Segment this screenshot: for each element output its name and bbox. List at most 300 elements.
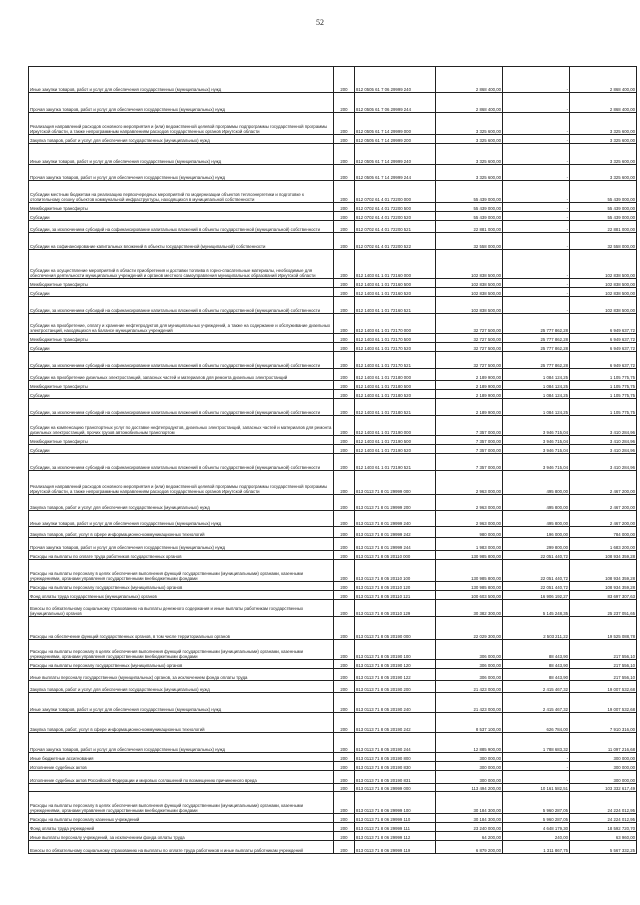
unexecuted-amount-cell: 3 410 284,96 — [570, 436, 637, 445]
table-row — [29, 297, 637, 314]
table-row — [29, 352, 637, 369]
approved-amount-cell: 22 029 300,00 — [436, 617, 503, 640]
expense-name-cell: Межбюджетные трансферты — [29, 334, 334, 343]
line-code-cell: 200 — [334, 753, 355, 762]
budget-classification-code-cell: 813 0113 71 8 06 29999 110 — [355, 814, 436, 823]
table-row — [29, 314, 637, 334]
line-code-cell: 200 — [334, 250, 355, 279]
executed-amount-cell: 25 777 862,28 — [503, 343, 570, 352]
executed-amount-cell: - — [503, 113, 570, 135]
table-row — [29, 203, 637, 212]
unexecuted-amount-cell: 63 960,00 — [570, 832, 637, 841]
executed-amount-cell: - — [503, 753, 570, 762]
expense-name-cell: Расходы на выплаты персоналу в целях обеспечения выполнения функций государственными (муниципальными) органами, казенными учреждениями, органами управления государственными внебюджетными фондами — [29, 640, 334, 660]
approved-amount-cell: 32 727 500,00 — [436, 352, 503, 369]
budget-classification-code-cell: 813 0113 71 8 01 29999 000 — [355, 471, 436, 495]
unexecuted-amount-cell: 6 949 637,72 — [570, 343, 637, 352]
approved-amount-cell: 2 963 000,00 — [436, 511, 503, 527]
expense-name-cell — [29, 784, 334, 792]
executed-amount-cell: 3 946 715,04 — [503, 445, 570, 454]
unexecuted-amount-cell: 102 838 500,00 — [570, 288, 637, 297]
line-code-cell: 200 — [334, 841, 355, 854]
table-row — [29, 399, 637, 416]
unexecuted-amount-cell: 55 439 000,00 — [570, 212, 637, 221]
budget-classification-code-cell: 813 0113 71 8 01 29999 242 — [355, 527, 436, 538]
line-code-cell: 200 — [334, 93, 355, 113]
table-row — [29, 445, 637, 454]
budget-classification-code-cell: 812 1403 61 1 01 72170 520 — [355, 343, 436, 352]
approved-amount-cell: 21 423 000,00 — [436, 681, 503, 693]
unexecuted-amount-cell: 3 410 284,96 — [570, 454, 637, 471]
budget-classification-code-cell: 813 0113 71 8 06 29999 119 — [355, 841, 436, 854]
line-code-cell: 200 — [334, 113, 355, 135]
line-code-cell: 200 — [334, 352, 355, 369]
unexecuted-amount-cell: 1 105 775,75 — [570, 369, 637, 381]
table-row — [29, 113, 637, 135]
line-code-cell: 200 — [334, 181, 355, 203]
budget-classification-code-cell: 812 1403 61 1 01 72180 520 — [355, 390, 436, 399]
approved-amount-cell: 306 000,00 — [436, 640, 503, 660]
executed-amount-cell: - — [503, 212, 570, 221]
budget-classification-code-cell: 813 0113 71 8 05 20190 800 — [355, 753, 436, 762]
table-row — [29, 538, 637, 551]
budget-classification-code-cell: 812 1403 61 1 01 72170 521 — [355, 352, 436, 369]
budget-classification-code-cell: 812 1403 61 1 01 72190 000 — [355, 416, 436, 436]
table-row — [29, 660, 637, 669]
expense-name-cell: Субсидии на осуществление мероприятий в области приобретения и доставки топлива в горно-спасательные материалы, необходимые для обеспечения деятельности муниципальных учреждений и органов местного самоуправления муниципальных образований Иркутской области — [29, 250, 334, 279]
approved-amount-cell: 64 200,00 — [436, 832, 503, 841]
expense-name-cell: Субсидии — [29, 212, 334, 221]
approved-amount-cell: 102 838 500,00 — [436, 279, 503, 288]
unexecuted-amount-cell: 1 105 775,75 — [570, 390, 637, 399]
approved-amount-cell: 2 963 000,00 — [436, 495, 503, 511]
approved-amount-cell: 6 879 200,00 — [436, 841, 503, 854]
table-row — [29, 582, 637, 591]
unexecuted-amount-cell: 25 237 051,65 — [570, 600, 637, 617]
approved-amount-cell: 3 325 600,00 — [436, 135, 503, 144]
unexecuted-amount-cell: 3 325 600,00 — [570, 113, 637, 135]
executed-amount-cell: - — [503, 221, 570, 233]
executed-amount-cell: 3 946 715,04 — [503, 436, 570, 445]
approved-amount-cell: 300 000,00 — [436, 771, 503, 784]
expense-name-cell: Субсидии — [29, 288, 334, 297]
budget-classification-code-cell: 812 1403 61 1 01 72190 521 — [355, 454, 436, 471]
line-code-cell: 200 — [334, 314, 355, 334]
expense-name-cell: Взносы по обязательному социальному страхованию на выплаты денежного содержания и иные выплаты работникам государственных (муниципальных) органов — [29, 600, 334, 617]
budget-classification-code-cell: 812 1403 61 1 01 72170 000 — [355, 314, 436, 334]
table-row — [29, 669, 637, 681]
executed-amount-cell: 5 145 248,35 — [503, 600, 570, 617]
table-row — [29, 762, 637, 771]
table-row — [29, 165, 637, 181]
line-code-cell: 200 — [334, 495, 355, 511]
unexecuted-amount-cell: 217 556,10 — [570, 660, 637, 669]
table-row — [29, 551, 637, 560]
table-row — [29, 212, 637, 221]
expense-name-cell: Фонд оплаты труда учреждений — [29, 823, 334, 832]
expense-name-cell: Субсидии на софинансирование капитальных вложений в объекты государственной (муниципальной) собственности — [29, 233, 334, 250]
unexecuted-amount-cell: 3 325 600,00 — [570, 165, 637, 181]
expense-name-cell: Межбюджетные трансферты — [29, 436, 334, 445]
table-row — [29, 334, 637, 343]
unexecuted-amount-cell: 103 332 617,49 — [570, 784, 637, 792]
table-row — [29, 693, 637, 713]
expense-name-cell: Реализация направлений расходов основного мероприятия и (или) ведомственной целевой программы подпрограммы государственной программы Иркутской области, а также непрограммным направлениям расходов государственных органов Иркутской области — [29, 471, 334, 495]
line-code-cell: 200 — [334, 471, 355, 495]
unexecuted-amount-cell: 55 439 000,00 — [570, 181, 637, 203]
approved-amount-cell: 32 727 500,00 — [436, 334, 503, 343]
page-number: 52 — [316, 18, 324, 27]
approved-amount-cell: 300 000,00 — [436, 762, 503, 771]
executed-amount-cell: 3 946 715,04 — [503, 454, 570, 471]
line-code-cell: 200 — [334, 416, 355, 436]
unexecuted-amount-cell: 32 558 000,00 — [570, 233, 637, 250]
expense-name-cell: Фонд оплаты труда государственных (муниципальных) органов — [29, 591, 334, 600]
budget-execution-table — [28, 66, 637, 854]
expense-name-cell: Расходы на выплаты по оплате труда работников государственных органов — [29, 551, 334, 560]
approved-amount-cell: 55 439 000,00 — [436, 203, 503, 212]
executed-amount-cell: 25 777 862,28 — [503, 314, 570, 334]
line-code-cell: 200 — [334, 399, 355, 416]
approved-amount-cell: 32 558 000,00 — [436, 233, 503, 250]
approved-amount-cell: 22 881 000,00 — [436, 221, 503, 233]
budget-classification-code-cell: 813 0113 71 8 05 20110 000 — [355, 551, 436, 560]
expense-name-cell: Расходы на выплаты персоналу в целях обеспечения выполнения функций государственными (муниципальными) органами, казенными учреждениями, органами управления государственными внебюджетными фондами — [29, 792, 334, 814]
budget-classification-code-cell: 812 0505 61 7 14 29999 200 — [355, 135, 436, 144]
unexecuted-amount-cell: 300 000,00 — [570, 771, 637, 784]
approved-amount-cell: 1 983 000,00 — [436, 538, 503, 551]
budget-classification-code-cell: 812 0702 61 4 01 72200 520 — [355, 212, 436, 221]
line-code-cell: 200 — [334, 713, 355, 733]
executed-amount-cell: - — [503, 250, 570, 279]
approved-amount-cell: 130 985 800,00 — [436, 560, 503, 582]
line-code-cell: 200 — [334, 212, 355, 221]
executed-amount-cell: 88 443,90 — [503, 640, 570, 660]
executed-amount-cell: 1 084 124,25 — [503, 390, 570, 399]
approved-amount-cell: 306 000,00 — [436, 660, 503, 669]
unexecuted-amount-cell: 83 697 307,63 — [570, 591, 637, 600]
expense-name-cell: Расходы на выплаты персоналу государственных (муниципальных) органов — [29, 660, 334, 669]
line-code-cell: 200 — [334, 144, 355, 165]
executed-amount-cell: - — [503, 135, 570, 144]
budget-classification-code-cell: 812 1403 61 1 01 72180 521 — [355, 399, 436, 416]
unexecuted-amount-cell: 102 838 500,00 — [570, 297, 637, 314]
executed-amount-cell: - — [503, 67, 570, 93]
line-code-cell: 200 — [334, 660, 355, 669]
table-row — [29, 640, 637, 660]
table-row — [29, 454, 637, 471]
expense-name-cell: Исполнение судебных актов — [29, 762, 334, 771]
table-row — [29, 288, 637, 297]
unexecuted-amount-cell: 217 556,10 — [570, 640, 637, 660]
expense-name-cell: Межбюджетные трансферты — [29, 381, 334, 390]
table-row — [29, 67, 637, 93]
executed-amount-cell: - — [503, 144, 570, 165]
budget-classification-code-cell: 813 0113 71 8 05 20110 120 — [355, 582, 436, 591]
line-code-cell: 200 — [334, 560, 355, 582]
budget-classification-code-cell: 812 0505 61 7 14 29999 240 — [355, 144, 436, 165]
executed-amount-cell: - — [503, 181, 570, 203]
unexecuted-amount-cell: 6 949 637,72 — [570, 352, 637, 369]
executed-amount-cell: 22 051 440,72 — [503, 582, 570, 591]
expense-name-cell: Субсидии на приобретение, оплату и хранение нефтепродуктов для муниципальных учреждений, а также на содержание и обслуживание дизельных электростанций, находящихся на балансе муниципальных учреждений — [29, 314, 334, 334]
line-code-cell: 200 — [334, 436, 355, 445]
line-code-cell: 200 — [334, 527, 355, 538]
expense-name-cell: Исполнение судебных актов Российской Федерации и мировых соглашений по возмещению причиненного вреда — [29, 771, 334, 784]
line-code-cell: 200 — [334, 832, 355, 841]
unexecuted-amount-cell: 18 592 720,70 — [570, 823, 637, 832]
executed-amount-cell: 88 443,90 — [503, 660, 570, 669]
line-code-cell: 200 — [334, 582, 355, 591]
budget-classification-code-cell: 813 0113 71 8 05 20190 200 — [355, 681, 436, 693]
executed-amount-cell: - — [503, 233, 570, 250]
budget-classification-code-cell: 813 0113 71 8 05 20110 121 — [355, 591, 436, 600]
table-row — [29, 814, 637, 823]
budget-classification-code-cell: 813 0113 71 8 05 20190 831 — [355, 771, 436, 784]
table-row — [29, 784, 637, 792]
approved-amount-cell: 55 439 000,00 — [436, 181, 503, 203]
budget-classification-code-cell: 812 1403 61 1 01 72180 500 — [355, 381, 436, 390]
table-row — [29, 841, 637, 854]
executed-amount-cell: 2 503 211,22 — [503, 617, 570, 640]
table-row — [29, 753, 637, 762]
executed-amount-cell: - — [503, 93, 570, 113]
budget-classification-code-cell: 813 0113 71 8 06 29999 100 — [355, 792, 436, 814]
approved-amount-cell: 100 603 500,00 — [436, 591, 503, 600]
executed-amount-cell: 1 084 124,25 — [503, 381, 570, 390]
expense-name-cell: Расходы на выплаты персоналу в целях обеспечения выполнения функций государственными (муниципальными) органами, казенными учреждениями, органами управления государственными внебюджетными фондами — [29, 560, 334, 582]
budget-classification-code-cell: 812 1403 61 1 01 72170 500 — [355, 334, 436, 343]
unexecuted-amount-cell: 108 934 359,28 — [570, 582, 637, 591]
unexecuted-amount-cell: 19 007 532,68 — [570, 681, 637, 693]
expense-name-cell: Субсидии, за исключением субсидий на софинансирование капитальных вложений в объекты государственной (муниципальной) собственности — [29, 221, 334, 233]
executed-amount-cell: 196 000,00 — [503, 527, 570, 538]
budget-classification-code-cell: 812 0702 61 4 01 72200 000 — [355, 181, 436, 203]
approved-amount-cell: 2 963 000,00 — [436, 471, 503, 495]
unexecuted-amount-cell: 2 868 400,00 — [570, 93, 637, 113]
line-code-cell: 200 — [334, 814, 355, 823]
budget-classification-code-cell: 813 0113 71 8 05 20190 100 — [355, 640, 436, 660]
line-code-cell: 200 — [334, 669, 355, 681]
executed-amount-cell: 88 443,90 — [503, 669, 570, 681]
executed-amount-cell: 495 800,00 — [503, 495, 570, 511]
executed-amount-cell: - — [503, 203, 570, 212]
unexecuted-amount-cell: 2 467 200,00 — [570, 495, 637, 511]
line-code-cell: 200 — [334, 445, 355, 454]
unexecuted-amount-cell: 784 000,00 — [570, 527, 637, 538]
executed-amount-cell: - — [503, 288, 570, 297]
executed-amount-cell: 299 800,00 — [503, 538, 570, 551]
unexecuted-amount-cell: 108 934 359,28 — [570, 560, 637, 582]
executed-amount-cell: 2 415 467,32 — [503, 681, 570, 693]
table-row — [29, 221, 637, 233]
line-code-cell: 200 — [334, 381, 355, 390]
budget-classification-code-cell: 813 0113 71 8 05 20190 120 — [355, 660, 436, 669]
line-code-cell: 200 — [334, 617, 355, 640]
expense-name-cell: Реализация направлений расходов основного мероприятия и (или) ведомственной целевой программы подпрограммы государственной программы Иркутской области, а также непрограммным направлениям расходов государственных органов Иркутской области — [29, 113, 334, 135]
approved-amount-cell: 30 184 300,00 — [436, 792, 503, 814]
executed-amount-cell: 1 311 867,75 — [503, 841, 570, 854]
table-row — [29, 250, 637, 279]
table-row — [29, 416, 637, 436]
expense-name-cell: Прочая закупка товаров, работ и услуг для обеспечения государственных (муниципальных) нужд — [29, 93, 334, 113]
budget-classification-code-cell: 812 0505 61 7 06 29999 240 — [355, 67, 436, 93]
expense-name-cell: Иные закупки товаров, работ и услуг для обеспечения государственных (муниципальных) нужд — [29, 693, 334, 713]
line-code-cell: 200 — [334, 165, 355, 181]
unexecuted-amount-cell: 24 224 012,95 — [570, 814, 637, 823]
budget-classification-code-cell: 812 1403 61 1 01 72190 520 — [355, 445, 436, 454]
unexecuted-amount-cell: 1 105 775,75 — [570, 399, 637, 416]
table-row — [29, 495, 637, 511]
approved-amount-cell: 2 868 400,00 — [436, 93, 503, 113]
table-row — [29, 823, 637, 832]
approved-amount-cell: 32 727 500,00 — [436, 314, 503, 334]
unexecuted-amount-cell: 3 325 600,00 — [570, 135, 637, 144]
line-code-cell: 200 — [334, 454, 355, 471]
expense-name-cell: Закупка товаров, работ, услуг в сфере информационно-коммуникационных технологий — [29, 527, 334, 538]
table-row — [29, 511, 637, 527]
expense-name-cell: Субсидии — [29, 343, 334, 352]
line-code-cell: 200 — [334, 681, 355, 693]
unexecuted-amount-cell: 22 881 000,00 — [570, 221, 637, 233]
expense-name-cell: Закупка товаров, работ и услуг для обеспечения государственных (муниципальных) нужд — [29, 681, 334, 693]
unexecuted-amount-cell: 102 838 500,00 — [570, 250, 637, 279]
budget-classification-code-cell: 812 1403 61 1 01 72160 000 — [355, 250, 436, 279]
unexecuted-amount-cell: 5 567 332,25 — [570, 841, 637, 854]
unexecuted-amount-cell: 11 097 216,68 — [570, 733, 637, 753]
executed-amount-cell: 25 777 862,28 — [503, 334, 570, 343]
executed-amount-cell: 626 784,00 — [503, 713, 570, 733]
unexecuted-amount-cell: 6 949 637,72 — [570, 314, 637, 334]
approved-amount-cell: 130 985 800,00 — [436, 582, 503, 591]
executed-amount-cell: - — [503, 771, 570, 784]
expense-name-cell: Субсидии на приобретение дизельных электростанций, запасных частей и материалов для ремонта дизельных электростанций — [29, 369, 334, 381]
executed-amount-cell: 240,00 — [503, 832, 570, 841]
unexecuted-amount-cell: 300 000,00 — [570, 762, 637, 771]
expense-name-cell: Взносы по обязательному социальному страхованию на выплаты по оплате труда работников и иные выплаты работникам учреждений — [29, 841, 334, 854]
budget-classification-code-cell: 813 0113 71 8 01 29999 244 — [355, 538, 436, 551]
approved-amount-cell: 3 325 600,00 — [436, 113, 503, 135]
approved-amount-cell: 23 240 000,00 — [436, 823, 503, 832]
executed-amount-cell: 495 800,00 — [503, 471, 570, 495]
unexecuted-amount-cell: 24 224 012,95 — [570, 792, 637, 814]
executed-amount-cell: 16 906 192,27 — [503, 591, 570, 600]
expense-name-cell: Расходы на выплаты персоналу казенных учреждений — [29, 814, 334, 823]
table-row — [29, 144, 637, 165]
approved-amount-cell: 8 537 100,00 — [436, 713, 503, 733]
budget-classification-code-cell: 812 1403 61 1 01 72160 520 — [355, 288, 436, 297]
table-row — [29, 681, 637, 693]
unexecuted-amount-cell: 217 556,10 — [570, 669, 637, 681]
line-code-cell: 200 — [334, 203, 355, 212]
table-row — [29, 832, 637, 841]
unexecuted-amount-cell: 108 934 359,28 — [570, 551, 637, 560]
budget-classification-code-cell: 813 0113 71 8 05 20190 000 — [355, 617, 436, 640]
expense-name-cell: Иные закупки товаров, работ и услуг для обеспечения государственных (муниципальных) нужд — [29, 144, 334, 165]
table-row — [29, 471, 637, 495]
expense-name-cell: Закупка товаров, работ и услуг для обеспечения государственных (муниципальных) нужд — [29, 495, 334, 511]
line-code-cell: 200 — [334, 792, 355, 814]
executed-amount-cell: 2 415 467,32 — [503, 693, 570, 713]
expense-name-cell: Субсидии, за исключением субсидий на софинансирование капитальных вложений в объекты государственной (муниципальной) собственности — [29, 399, 334, 416]
line-code-cell: 200 — [334, 784, 355, 792]
expense-name-cell: Субсидии — [29, 445, 334, 454]
expense-name-cell: Субсидии — [29, 390, 334, 399]
budget-classification-code-cell: 813 0113 71 8 05 20190 242 — [355, 713, 436, 733]
approved-amount-cell: 7 357 000,00 — [436, 436, 503, 445]
budget-classification-code-cell: 812 0505 61 7 14 29999 244 — [355, 165, 436, 181]
line-code-cell: 200 — [334, 771, 355, 784]
budget-classification-code-cell: 812 1403 61 1 01 72160 500 — [355, 279, 436, 288]
expense-name-cell: Иные выплаты персоналу учреждений, за исключением фонда оплаты труда — [29, 832, 334, 841]
table-row — [29, 436, 637, 445]
budget-classification-code-cell: 813 0113 71 8 01 29999 240 — [355, 511, 436, 527]
approved-amount-cell: 306 000,00 — [436, 669, 503, 681]
budget-classification-code-cell: 813 0113 71 8 05 20190 240 — [355, 693, 436, 713]
table-row — [29, 591, 637, 600]
line-code-cell: 200 — [334, 67, 355, 93]
approved-amount-cell: 2 189 900,00 — [436, 399, 503, 416]
budget-classification-code-cell: 813 0113 71 8 06 29999 000 — [355, 784, 436, 792]
budget-classification-code-cell: 812 0702 61 4 01 72200 521 — [355, 221, 436, 233]
approved-amount-cell: 2 868 400,00 — [436, 67, 503, 93]
line-code-cell: 200 — [334, 733, 355, 753]
line-code-cell: 200 — [334, 297, 355, 314]
approved-amount-cell: 102 838 500,00 — [436, 288, 503, 297]
table-row — [29, 733, 637, 753]
unexecuted-amount-cell: 300 000,00 — [570, 753, 637, 762]
line-code-cell: 200 — [334, 369, 355, 381]
unexecuted-amount-cell: 3 410 284,96 — [570, 416, 637, 436]
approved-amount-cell: 55 439 000,00 — [436, 212, 503, 221]
approved-amount-cell: 113 494 200,00 — [436, 784, 503, 792]
approved-amount-cell: 130 985 800,00 — [436, 551, 503, 560]
line-code-cell: 200 — [334, 538, 355, 551]
budget-classification-code-cell: 812 0702 61 4 01 72200 522 — [355, 233, 436, 250]
line-code-cell: 200 — [334, 233, 355, 250]
unexecuted-amount-cell: 55 439 000,00 — [570, 203, 637, 212]
executed-amount-cell: - — [503, 762, 570, 771]
expense-name-cell: Прочая закупка товаров, работ и услуг для обеспечения государственных (муниципальных) нужд — [29, 538, 334, 551]
table-row — [29, 617, 637, 640]
executed-amount-cell: 25 777 862,28 — [503, 352, 570, 369]
unexecuted-amount-cell: 3 325 600,00 — [570, 144, 637, 165]
budget-classification-code-cell: 812 0505 61 7 06 29999 244 — [355, 93, 436, 113]
expense-name-cell: Прочая закупка товаров, работ и услуг для обеспечения государственных (муниципальных) нужд — [29, 165, 334, 181]
line-code-cell: 200 — [334, 511, 355, 527]
table-row — [29, 233, 637, 250]
expense-name-cell: Межбюджетные трансферты — [29, 203, 334, 212]
executed-amount-cell: 1 788 683,32 — [503, 733, 570, 753]
table-row — [29, 279, 637, 288]
line-code-cell: 200 — [334, 288, 355, 297]
executed-amount-cell: - — [503, 165, 570, 181]
line-code-cell: 200 — [334, 640, 355, 660]
budget-classification-code-cell: 813 0113 71 8 06 29999 111 — [355, 823, 436, 832]
budget-classification-code-cell: 813 0113 71 8 05 20110 100 — [355, 560, 436, 582]
approved-amount-cell: 102 838 500,00 — [436, 297, 503, 314]
unexecuted-amount-cell: 7 910 316,00 — [570, 713, 637, 733]
expense-name-cell: Субсидии, за исключением субсидий на софинансирование капитальных вложений в объекты государственной (муниципальной) собственности — [29, 297, 334, 314]
executed-amount-cell: 1 084 124,25 — [503, 399, 570, 416]
expense-name-cell: Иные закупки товаров, работ и услуг для обеспечения государственных (муниципальных) нужд — [29, 511, 334, 527]
table-row — [29, 181, 637, 203]
expense-name-cell: Иные бюджетные ассигнования — [29, 753, 334, 762]
table-row — [29, 713, 637, 733]
table-row — [29, 343, 637, 352]
executed-amount-cell: - — [503, 279, 570, 288]
approved-amount-cell: 12 885 900,00 — [436, 733, 503, 753]
